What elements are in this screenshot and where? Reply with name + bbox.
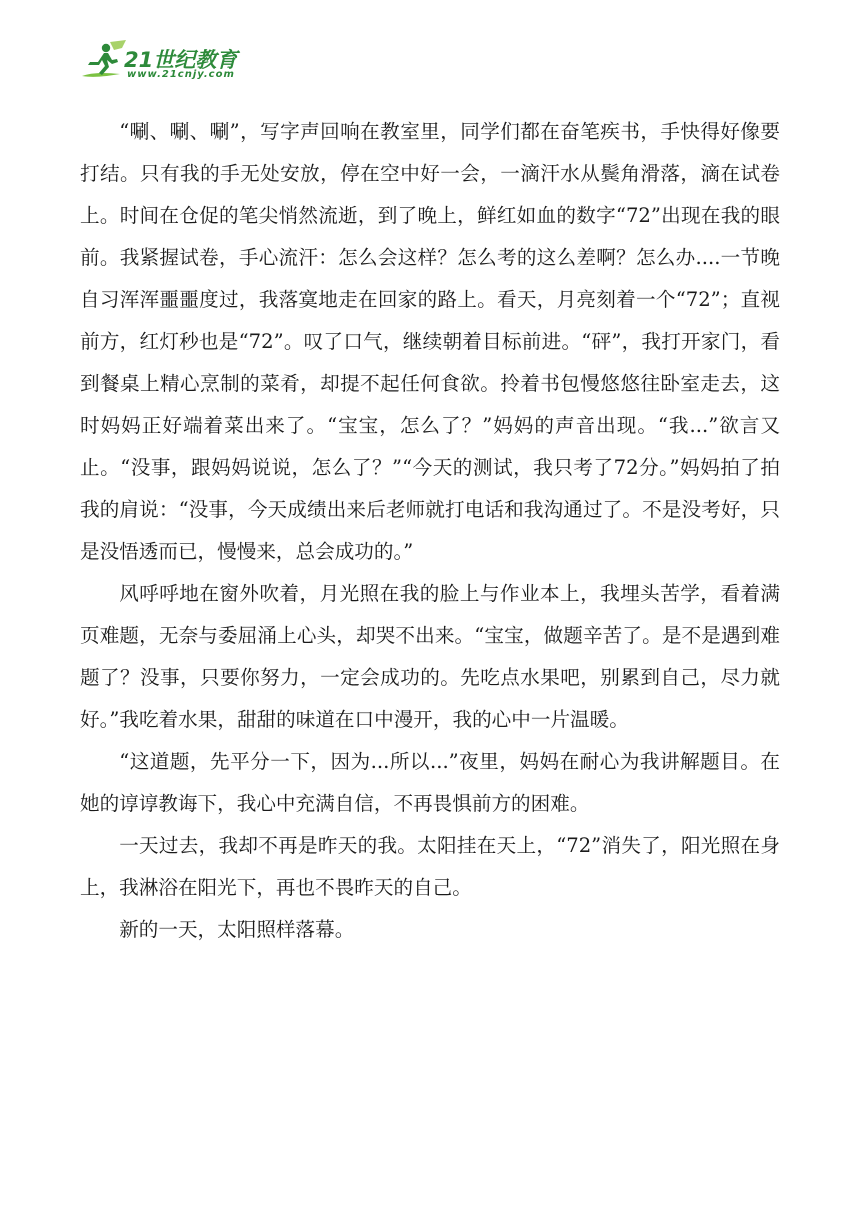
- paragraph-1: “唰、唰、唰”，写字声回响在教室里，同学们都在奋笔疾书，手快得好像要打结。只有我的手无处安放，停在空中好一会，一滴汗水从鬓角滑落，滴在试卷上。时间在仓促的笔尖悄然流逝，到了晚上，鲜红如血的数字“72”出现在我的眼前。我紧握试卷，手心流汗：怎么会这样？怎么考的这么差啊？怎么办....一节晚自习浑浑噩噩度过，我落寞地走在回家的路上。看天，月亮刻着一个“72”；直视前方，红灯秒也是“72”。叹了口气，继续朝着目标前进。“砰”，我打开家门，看到餐桌上精心烹制的菜肴，却提不起任何食欲。拎着书包慢悠悠往卧室走去，这时妈妈正好端着菜出来了。“宝宝，怎么了？”妈妈的声音出现。“我...”欲言又止。“没事，跟妈妈说说，怎么了？”“今天的测试，我只考了72分。”妈妈拍了拍我的肩说：“没事，今天成绩出来后老师就打电话和我沟通过了。不是没考好，只是没悟透而已，慢慢来，总会成功的。”: [80, 120, 780, 563]
- running-figure-icon: [80, 40, 130, 82]
- article-body: [80, 111, 780, 951]
- site-logo: [80, 40, 250, 84]
- paragraph-4: 一天过去，我却不再是昨天的我。太阳挂在天上，“72”消失了，阳光照在身上，我淋浴在阳光下，再也不畏昨天的自己。: [80, 834, 780, 899]
- paragraph-5: 新的一天，太阳照样落幕。: [119, 918, 355, 941]
- paragraph-2: 风呼呼地在窗外吹着，月光照在我的脸上与作业本上，我埋头苦学，看着满页难题，无奈与委屈涌上心头，却哭不出来。“宝宝，做题辛苦了。是不是遇到难题了？没事，只要你努力，一定会成功的。先吃点水果吧，别累到自己，尽力就好。”我吃着水果，甜甜的味道在口中漫开，我的心中一片温暖。: [80, 582, 780, 731]
- paragraph-3: “这道题，先平分一下，因为...所以...”夜里，妈妈在耐心为我讲解题目。在她的谆谆教诲下，我心中充满自信，不再畏惧前方的困难。: [80, 750, 780, 815]
- logo-url: www.21cnjy.com: [127, 69, 235, 80]
- logo-title: 21世纪教育: [124, 48, 238, 72]
